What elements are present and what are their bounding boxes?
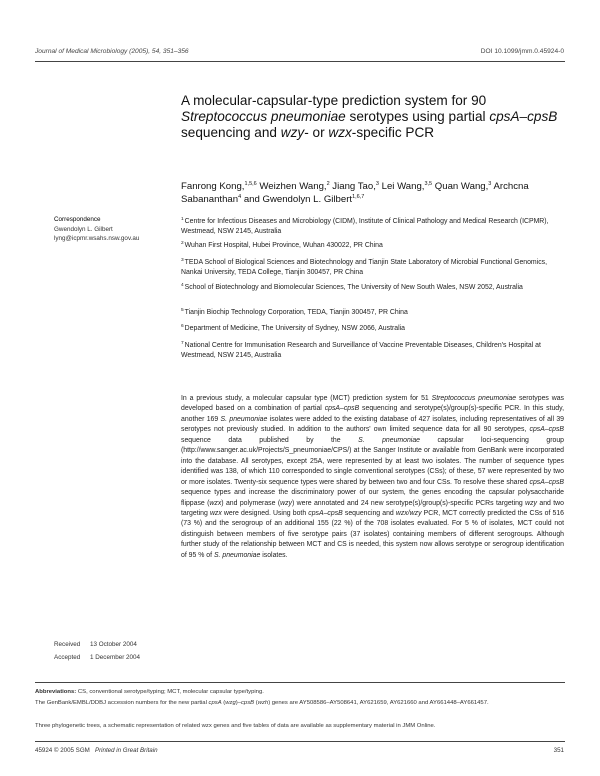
doi[interactable]: DOI 10.1099/jmm.0.45924-0 xyxy=(480,48,564,55)
article-title: A molecular-capsular-type prediction system for 90 Streptococcus pneumoniae serotypes using partial cpsA–cpsB sequencing and wzy- or wzx-specific PCR xyxy=(181,93,558,140)
affiliation-1: $^1$Centre for Infectious Diseases and Microbiology (CIDM), Institute of Clinical Pathology and Medical Research (ICPMR), Westmead, NSW 2145, Australia xyxy=(181,217,549,235)
header-rule xyxy=(35,61,565,62)
affiliation-2: $^2$Wuhan First Hospital, Hubei Province, Wuhan 430022, PR China xyxy=(181,241,383,249)
footer-left: 45924 © 2005 SGM Printed in Great Britain xyxy=(35,747,158,754)
footnote-rule xyxy=(35,682,565,683)
footer-rule xyxy=(35,741,565,742)
affiliation-7: $^7$National Centre for Immunisation Research and Surveillance of Vaccine Preventable Diseases, Children's Hospital at Westmead, NSW 2145, Australia xyxy=(181,341,541,359)
accepted-date: Accepted 1 December 2004 xyxy=(54,654,141,661)
correspondence-email[interactable]: lyng@icpmr.wsahs.nsw.gov.au xyxy=(54,235,140,243)
page-number: 351 xyxy=(553,747,564,754)
accession-note: The GenBank/EMBL/DDBJ accession numbers for the new partial cpsA (wzg)–cpsB (wzh) genes are AY508586–AY508641, AY621659, AY621660 and AY661448–AY661457. xyxy=(35,700,489,706)
received-date: Received 13 October 2004 xyxy=(54,641,137,648)
correspondence-name: Gwendolyn L. Gilbert xyxy=(54,225,113,233)
correspondence-label: Correspondence xyxy=(54,216,101,223)
abbreviations-note: Abbreviations: CS, conventional serotype/typing; MCT, molecular capsular type/typing. xyxy=(35,689,264,695)
author-list: Fanrong Kong,$^{1,5,6}$ Weizhen Wang,$^2$ Jiang Tao,$^3$ Lei Wang,$^{3,5}$ Quan Wang,$^3$ Archcna Sabananthan$^4$ and Gwendolyn L. Gilbert$^{1,6,7}$ xyxy=(181,181,529,206)
affiliation-3: $^3$TEDA School of Biological Sciences and Biotechnology and Tianjin State Laboratory of Microbial Functional Genomics, Nankai University, TEDA College, Tianjin 300457, PR China xyxy=(181,258,548,276)
correspondence xyxy=(54,215,139,244)
affiliation-6: $^6$Department of Medicine, The University of Sydney, NSW 2066, Australia xyxy=(181,324,406,332)
supplementary-note: Three phylogenetic trees, a schematic representation of related wzx genes and five tables of data are available as supplementary material in JMM Online. xyxy=(35,723,436,729)
abstract: In a previous study, a molecular capsular type (MCT) prediction system for 51 Streptococcus pneumoniae serotypes was developed based on a combination of partial cpsA–cpsB sequencing and serotype(s)/group(s)-specific PCR. In this study, another 169 S. pneumoniae isolates were added to the existing database of 427 isolates, including representatives of all 39 serotypes not previously studied. In addition to the authors' own limited sequence data for all 90 serotypes, cpsA–cpsB sequence data published by the S. pneumoniae capsular loci-sequencing group (http://www.sanger.ac.uk/Projects/S_pneumoniae/CPS/) at the Sanger Institute or available from GenBank were incorporated into the database. All serotypes, except 25A, were represented by at least two isolates. The number of sequence types identified was 138, of which 110 corresponded to single conventional serotypes (CSs); of these, 57 were represented by two or more isolates. Twenty-six sequence types were shared by between two and four CSs. To resolve these shared cpsA–cpsB sequence types and increase the discriminatory power of our system, the genes encoding the capsular polysaccharide flippase (wzx) and polymerase (wzy) were annotated and 24 new serotype(s)/group(s)-specific PCRs targeting wzy and two targeting wzx were designed. Using both cpsA–cpsB sequencing and wzx/wzy PCR, MCT correctly predicted the CSs of 516 (73 %) and the serogroup of an additional 155 (22 %) of the 708 isolates evaluated. For 5 % of isolates, MCT could not distinguish between members of five serotype pairs (37 isolates) containing members of different serogroups. Although further study of the relationship between MCT and CS is needed, this system now allows serotype or serogroup identification of 95 % of S. pneumoniae isolates. xyxy=(181,395,564,559)
affiliation-5: $^5$Tianjin Biochip Technology Corporation, TEDA, Tianjin 300457, PR China xyxy=(181,308,408,316)
journal-citation: Journal of Medical Microbiology (2005), 54, 351–356 xyxy=(35,48,189,55)
affiliation-4: $^4$School of Biotechnology and Biomolecular Sciences, The University of New South Wales, NSW 2052, Australia xyxy=(181,283,523,291)
